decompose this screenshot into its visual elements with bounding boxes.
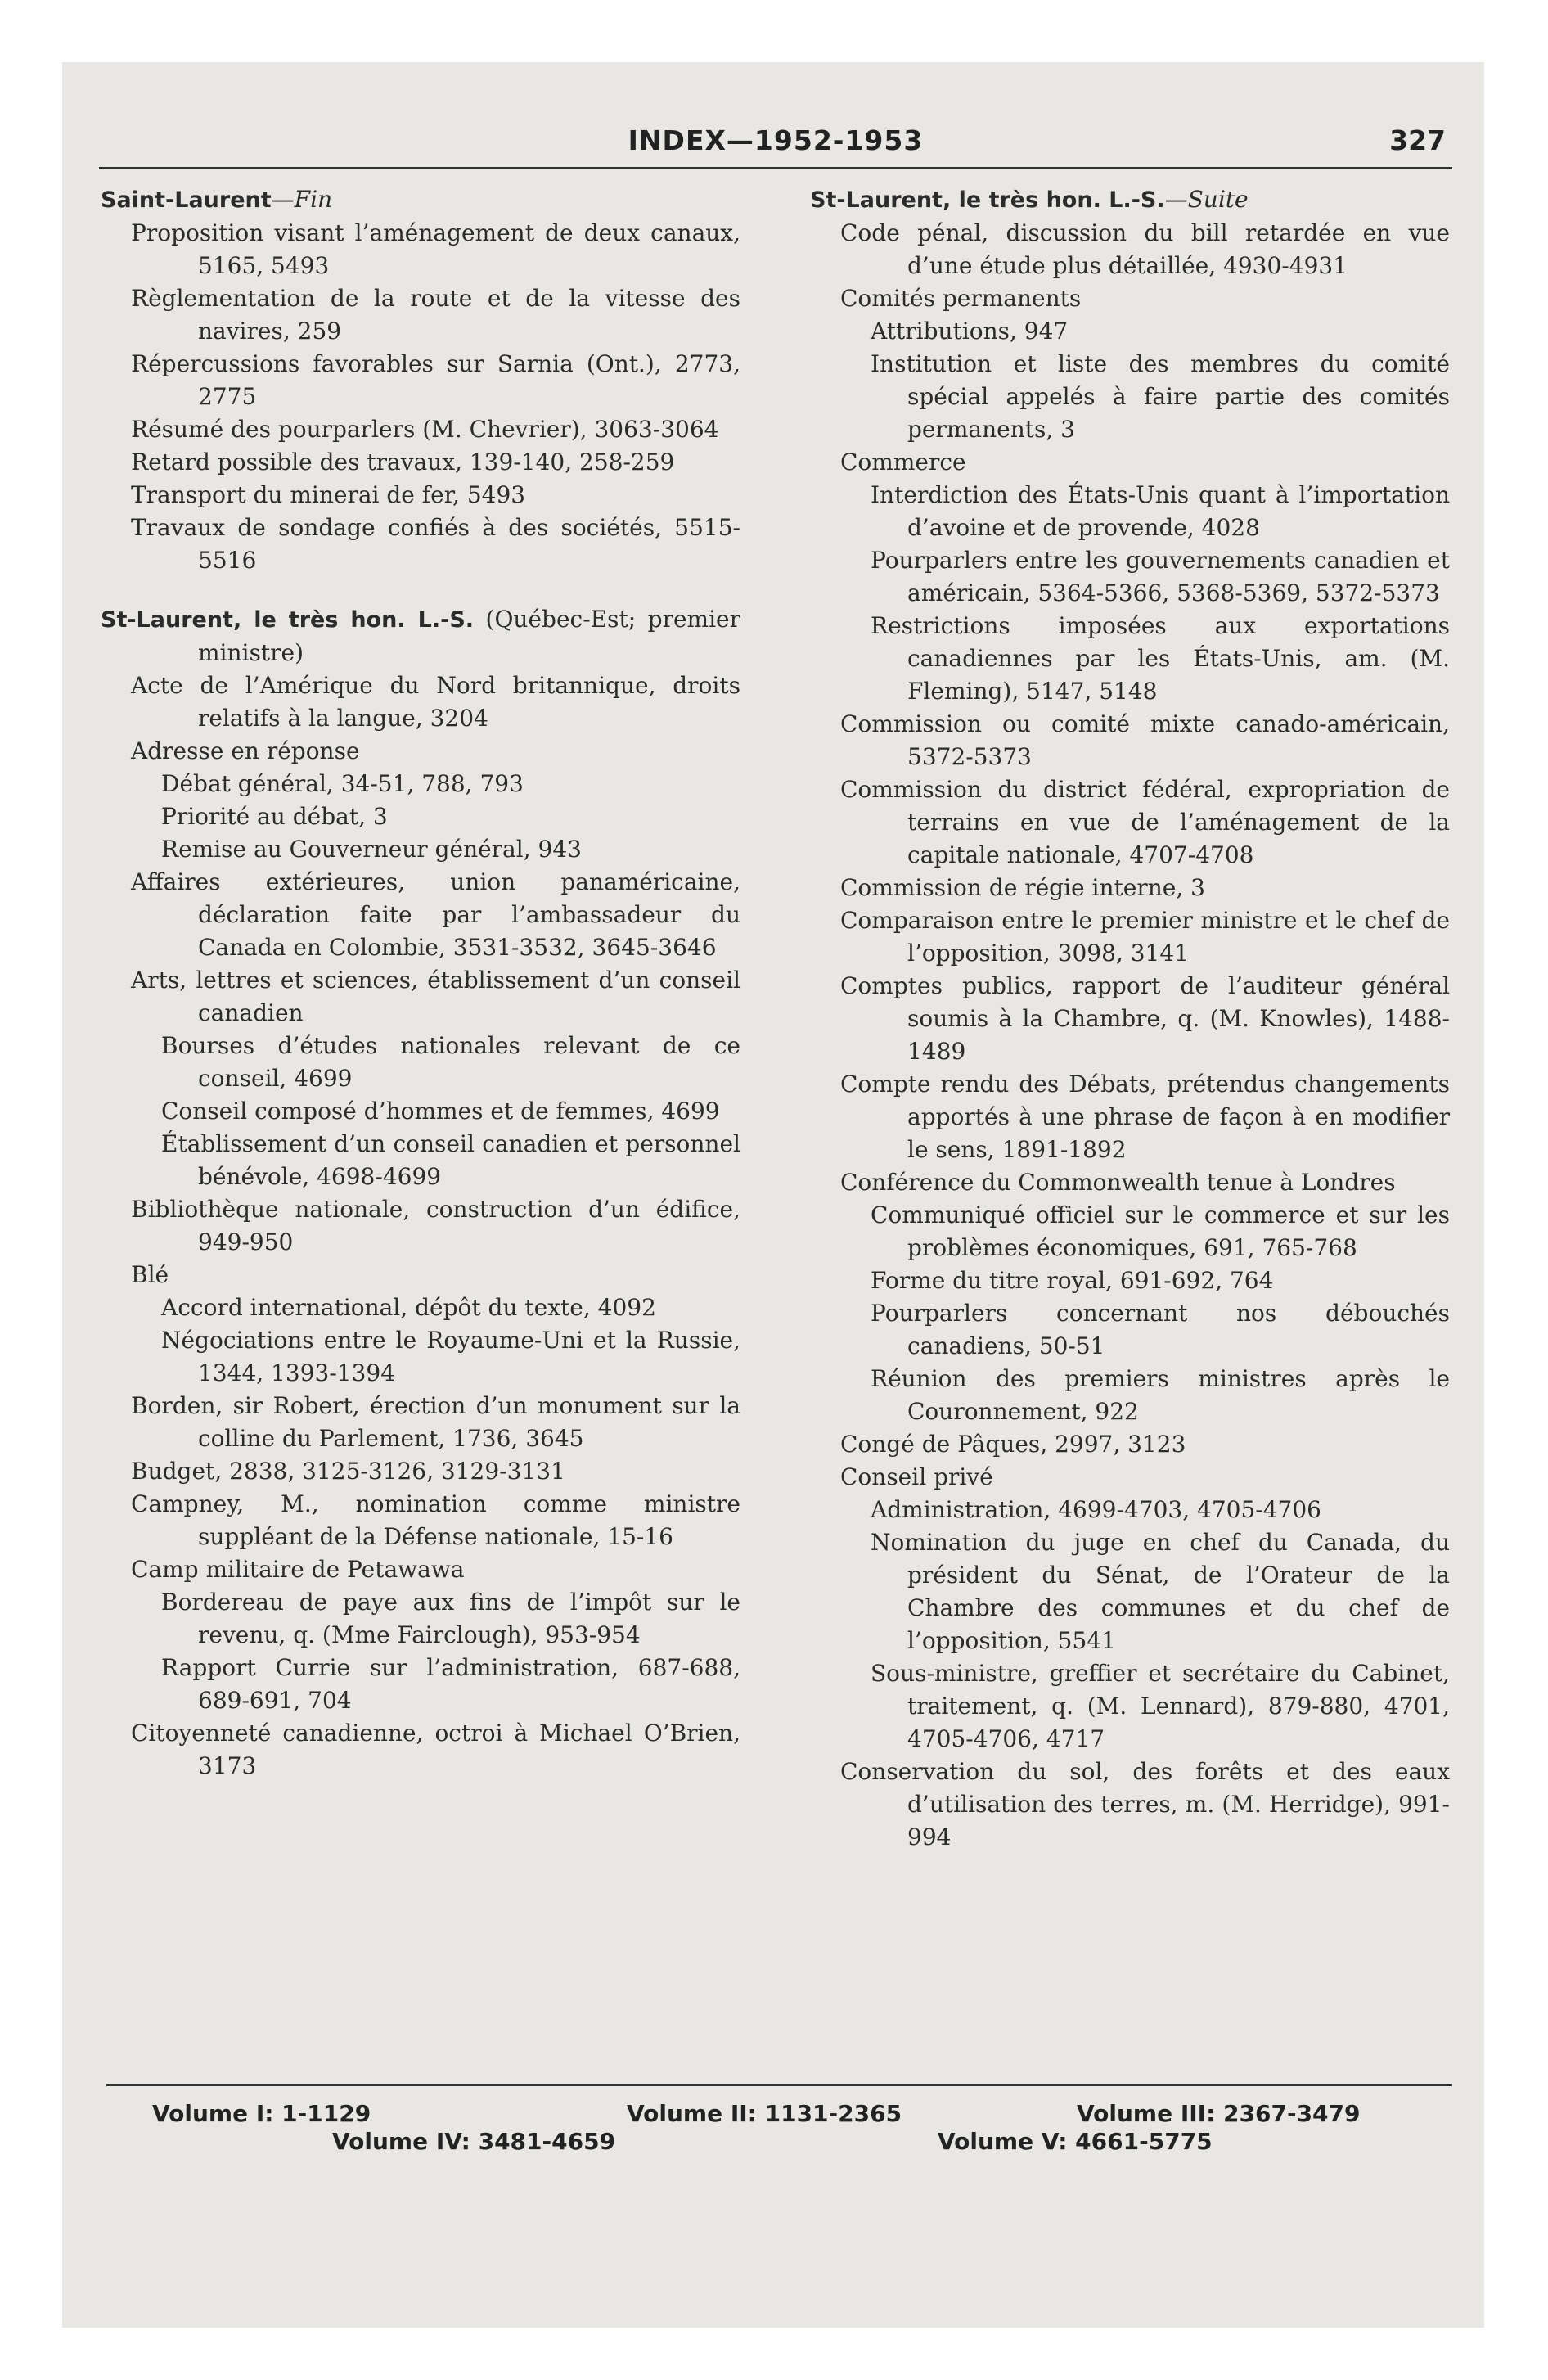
index-subentry: Établissement d’un conseil canadien et personnel bénévole, 4698-4699 (161, 1130, 740, 1190)
heading-continuation: —Fin (271, 186, 333, 213)
index-entry: Répercussions favorables sur Sarnia (Ont.), 2773, 2775 (131, 350, 740, 410)
index-subentry: Priorité au débat, 3 (161, 803, 388, 830)
index-subentry: Nomination du juge en chef du Canada, du président du Sénat, de l’Orateur de la Chambre des communes et du chef de l’opposition, 5541 (871, 1529, 1450, 1654)
index-entry: Commission du district fédéral, expropriation de terrains en vue de l’aménagement de la capitale nationale, 4707-4708 (840, 776, 1450, 868)
index-heading (101, 183, 740, 217)
index-subentry: Débat général, 34-51, 788, 793 (161, 770, 524, 797)
page-number: 327 (1389, 124, 1446, 156)
index-entry: Retard possible des travaux, 139-140, 258-259 (131, 449, 675, 476)
volume-label: Volume I: 1-1129 (152, 2100, 371, 2127)
header-rule (99, 167, 1452, 169)
volume-label: Volume II: 1131-2365 (627, 2100, 902, 2127)
index-entry: Code pénal, discussion du bill retardée en vue d’une étude plus détaillée, 4930-4931 (840, 219, 1450, 279)
running-title: INDEX—1952-1953 (628, 124, 924, 156)
index-subentry: Restrictions imposées aux exportations canadiennes par les États-Unis, am. (M. Fleming), 5147, 5148 (871, 612, 1450, 705)
left-column (101, 183, 740, 1783)
index-subentry: Bordereau de paye aux fins de l’impôt sur le revenu, q. (Mme Fairclough), 953-954 (161, 1589, 740, 1648)
index-entry: Bibliothèque nationale, construction d’un édifice, 949-950 (131, 1196, 740, 1255)
heading-name: St-Laurent, le très hon. L.-S. (101, 607, 475, 633)
index-entry: Conservation du sol, des forêts et des eaux d’utilisation des terres, m. (M. Herridge), 991-994 (840, 1758, 1450, 1850)
index-entry: Proposition visant l’aménagement de deux canaux, 5165, 5493 (131, 219, 740, 279)
index-subentry: Réunion des premiers ministres après le Couronnement, 922 (871, 1365, 1450, 1425)
page-header (99, 118, 1452, 167)
index-entry: Commission de régie interne, 3 (840, 874, 1205, 901)
index-entry: Transport du minerai de fer, 5493 (131, 481, 526, 508)
index-subentry: Conseil composé d’hommes et de femmes, 4699 (161, 1098, 720, 1125)
right-column (810, 183, 1450, 1854)
index-entry: Comparaison entre le premier ministre et le chef de l’opposition, 3098, 3141 (840, 907, 1450, 967)
index-subentry: Bourses d’études nationales relevant de ce conseil, 4699 (161, 1032, 740, 1092)
footer-rule (106, 2084, 1452, 2086)
scanned-page (62, 62, 1484, 2328)
volume-label: Volume III: 2367-3479 (1077, 2100, 1361, 2127)
index-subentry: Négociations entre le Royaume-Uni et la Russie, 1344, 1393-1394 (161, 1327, 740, 1386)
index-entry: Comités permanents (840, 285, 1082, 312)
index-entry: Budget, 2838, 3125-3126, 3129-3131 (131, 1458, 565, 1485)
index-entry: Travaux de sondage confiés à des sociétés, 5515-5516 (131, 514, 740, 574)
index-subentry: Pourparlers concernant nos débouchés canadiens, 50-51 (871, 1300, 1450, 1359)
index-entry: Acte de l’Amérique du Nord britannique, droits relatifs à la langue, 3204 (131, 672, 740, 732)
index-entry: Commission ou comité mixte canado-américain, 5372-5373 (840, 710, 1450, 770)
index-entry: Compte rendu des Débats, prétendus changements apportés à une phrase de façon à en modifier le sens, 1891-1892 (840, 1071, 1450, 1163)
heading-description: (Québec-Est; premier ministre) (198, 606, 740, 666)
index-entry: Conseil privé (840, 1463, 993, 1490)
index-entry: Commerce (840, 449, 966, 476)
volume-label: Volume IV: 3481-4659 (332, 2128, 616, 2155)
index-subentry: Attributions, 947 (871, 318, 1069, 345)
index-entry: Blé (131, 1261, 169, 1288)
index-subentry: Sous-ministre, greffier et secrétaire du Cabinet, traitement, q. (M. Lennard), 879-880, 4701, 4705-4706, 4717 (871, 1660, 1450, 1752)
index-entry: Règlementation de la route et de la vitesse des navires, 259 (131, 285, 740, 345)
index-entry: Conférence du Commonwealth tenue à Londres (840, 1169, 1396, 1196)
index-subentry: Remise au Gouverneur général, 943 (161, 836, 582, 863)
heading-name: St-Laurent, le très hon. L.-S. (810, 187, 1165, 213)
index-heading (101, 603, 740, 669)
index-entry: Borden, sir Robert, érection d’un monument sur la colline du Parlement, 1736, 3645 (131, 1392, 740, 1452)
index-entry: Affaires extérieures, union panaméricaine, déclaration faite par l’ambassadeur du Canada en Colombie, 3531-3532, 3645-3646 (131, 868, 740, 961)
index-subentry: Pourparlers entre les gouvernements canadien et américain, 5364-5366, 5368-5369, 5372-5373 (871, 547, 1450, 606)
index-subentry: Communiqué officiel sur le commerce et sur les problèmes économiques, 691, 765-768 (871, 1201, 1450, 1261)
index-subentry: Rapport Currie sur l’administration, 687-688, 689-691, 704 (161, 1654, 740, 1714)
index-subentry: Forme du titre royal, 691-692, 764 (871, 1267, 1274, 1294)
index-entry: Camp militaire de Petawawa (131, 1556, 465, 1583)
index-entry: Arts, lettres et sciences, établissement d’un conseil canadien (131, 967, 740, 1026)
index-subentry: Accord international, dépôt du texte, 4092 (161, 1294, 656, 1321)
index-entry: Citoyenneté canadienne, octroi à Michael O’Brien, 3173 (131, 1720, 740, 1779)
volume-label: Volume V: 4661-5775 (938, 2128, 1213, 2155)
index-entry: Résumé des pourparlers (M. Chevrier), 3063-3064 (131, 416, 719, 443)
index-heading (810, 183, 1450, 217)
index-subentry: Interdiction des États-Unis quant à l’importation d’avoine et de provende, 4028 (871, 481, 1450, 541)
heading-name: Saint-Laurent (101, 187, 272, 213)
index-subentry: Administration, 4699-4703, 4705-4706 (871, 1496, 1321, 1523)
heading-continuation: —Suite (1164, 186, 1249, 213)
index-entry: Congé de Pâques, 2997, 3123 (840, 1431, 1186, 1458)
index-entry: Campney, M., nomination comme ministre suppléant de la Défense nationale, 15-16 (131, 1490, 740, 1550)
index-subentry: Institution et liste des membres du comité spécial appelés à faire partie des comités permanents, 3 (871, 350, 1450, 443)
index-entry: Adresse en réponse (131, 737, 360, 764)
index-entry: Comptes publics, rapport de l’auditeur général soumis à la Chambre, q. (M. Knowles), 1488-1489 (840, 972, 1450, 1065)
section-gap (101, 577, 740, 603)
